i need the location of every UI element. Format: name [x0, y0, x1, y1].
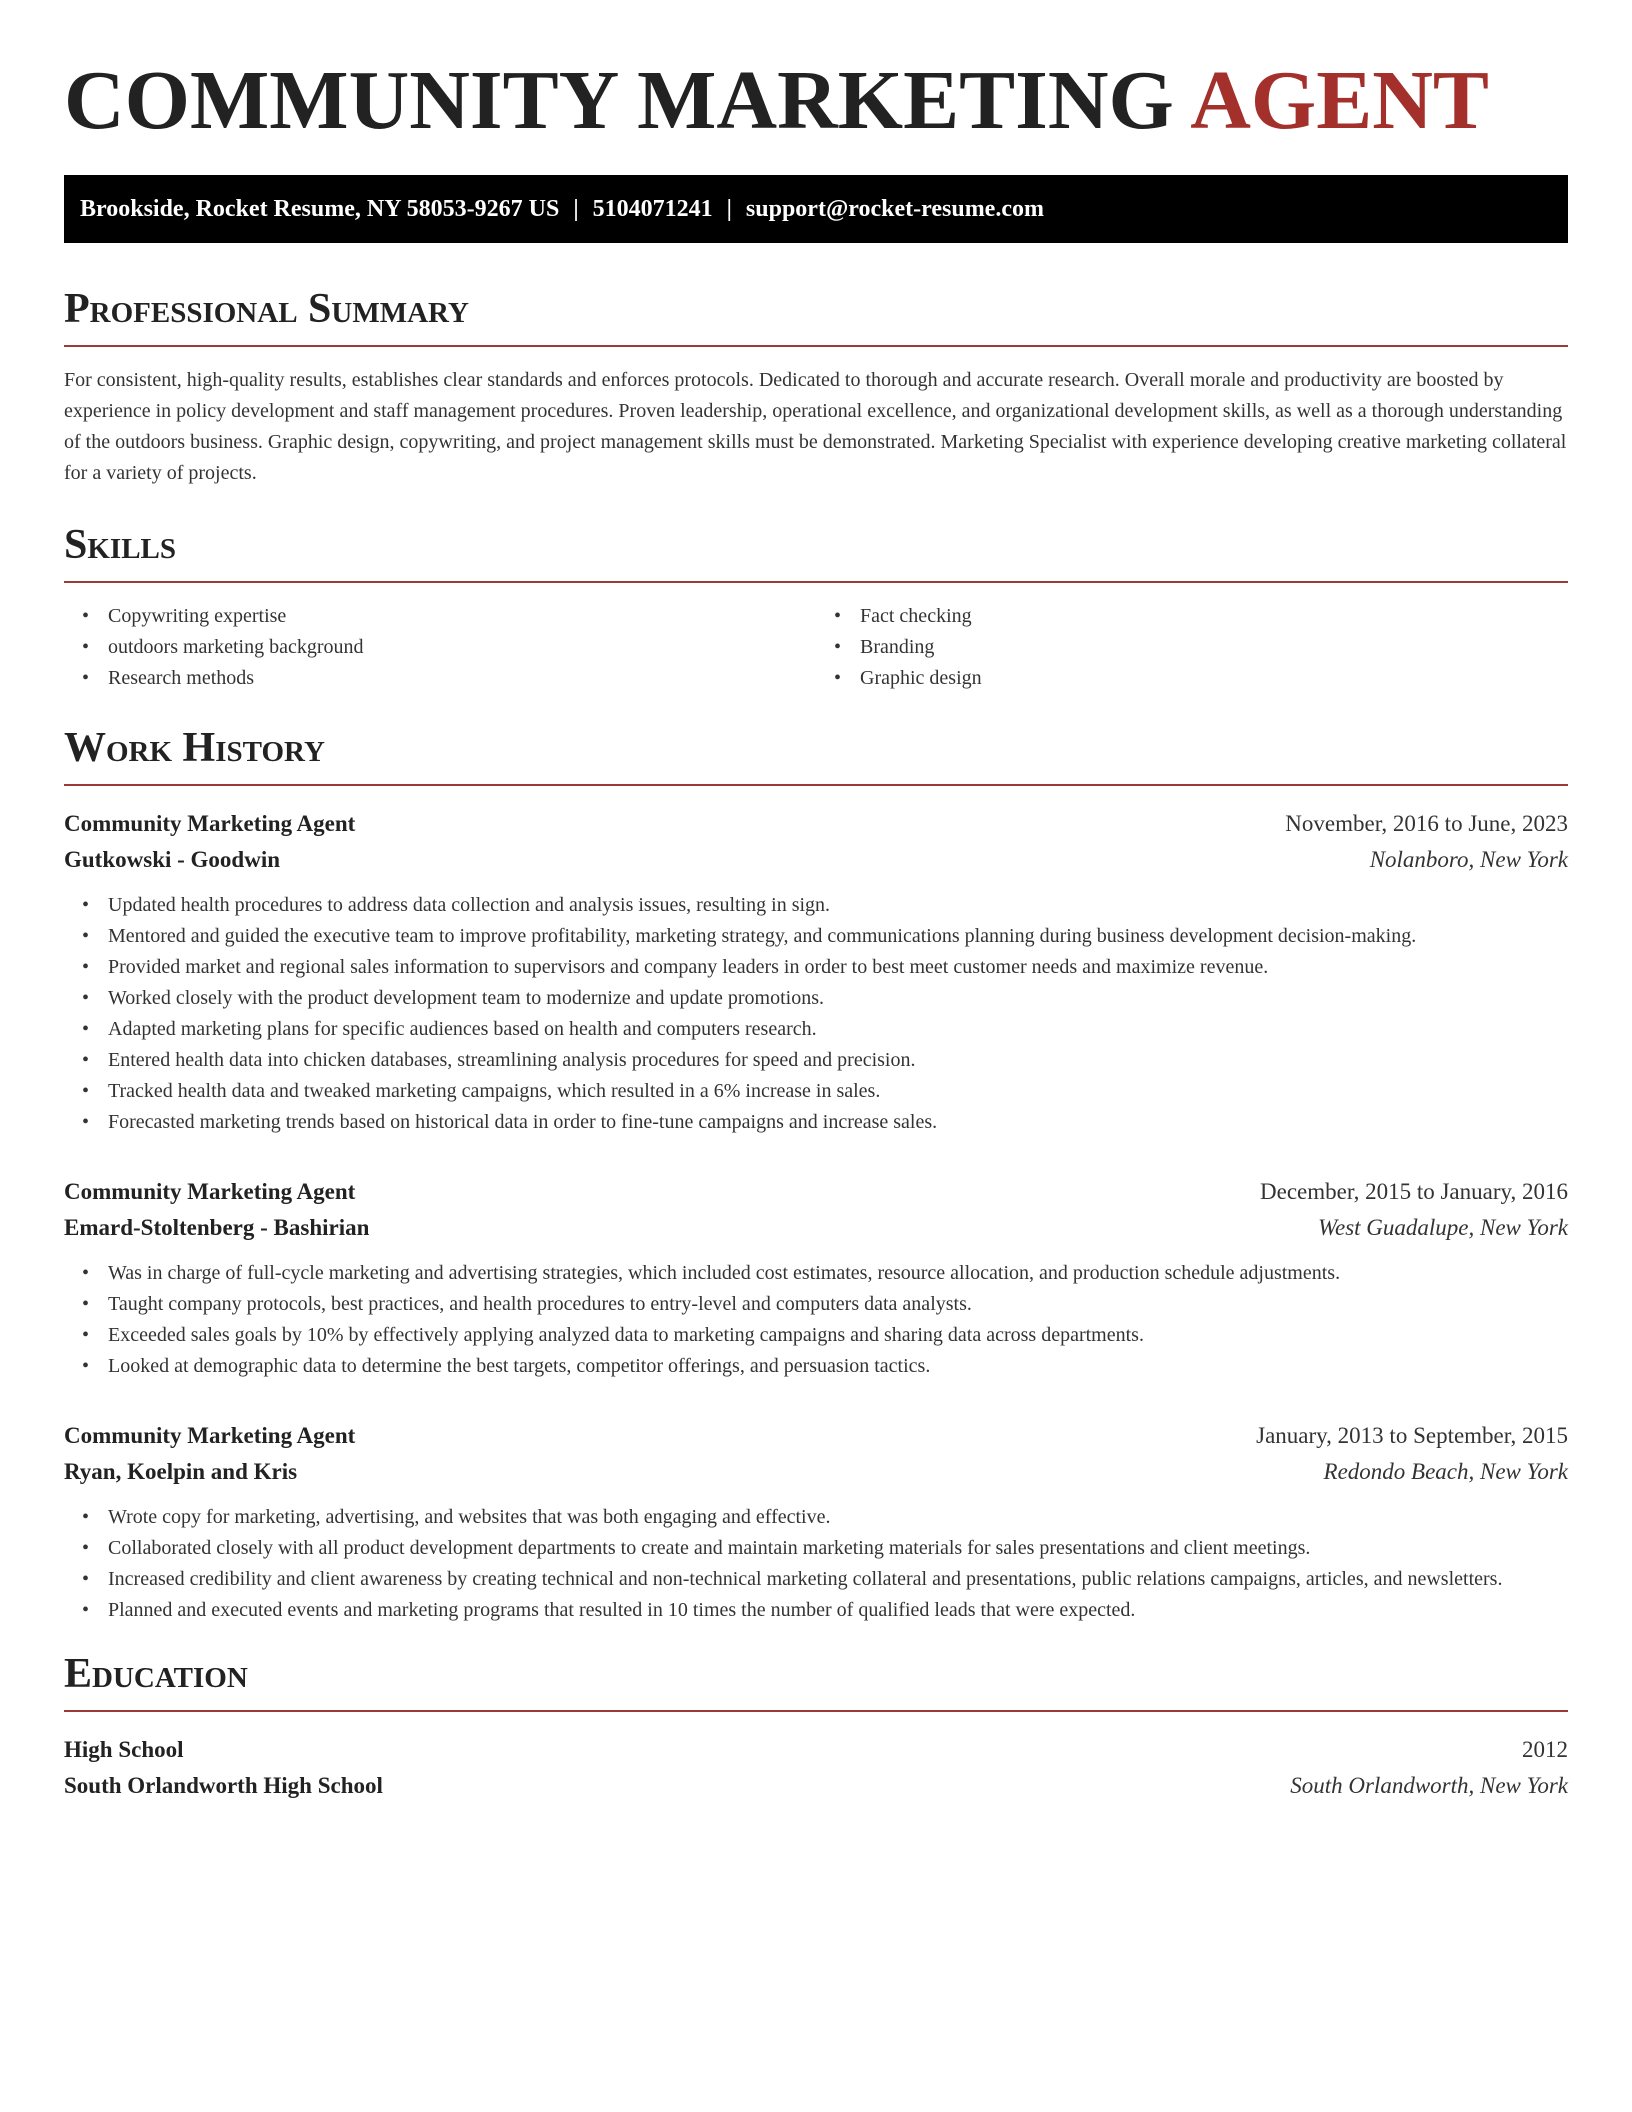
job-duty: • Mentored and guided the executive team to improve profitability, marketing strategy, and communications planning during business development decision-making. — [108, 921, 1568, 952]
job-company: Ryan, Koelpin and Kris — [64, 1459, 298, 1484]
job-entry — [64, 1418, 1568, 1626]
job-dates: December, 2015 to January, 2016 — [1260, 1179, 1568, 1204]
job-entry — [64, 1174, 1568, 1382]
skill-item: • outdoors marketing background — [108, 632, 816, 663]
contact-bar — [64, 175, 1568, 243]
job-company: Gutkowski - Goodwin — [64, 847, 281, 872]
job-duty: • Was in charge of full-cycle marketing and advertising strategies, which included cost estimates, resource allocation, and production schedule adjustments. — [108, 1258, 1568, 1289]
skill-item: • Branding — [860, 632, 1568, 663]
job-duties-list — [64, 1258, 1568, 1382]
title-main: COMMUNITY MARKETING — [64, 54, 1174, 147]
job-company: Emard-Stoltenberg - Bashirian — [64, 1215, 370, 1240]
job-duty: • Worked closely with the product development team to modernize and update promotions. — [108, 983, 1568, 1014]
resume-title — [64, 0, 1568, 147]
job-company-row — [64, 1454, 1568, 1490]
contact-address: Brookside, Rocket Resume, NY 58053-9267 US — [80, 196, 560, 222]
job-duties-list — [64, 890, 1568, 1138]
education-degree-row — [64, 1732, 1568, 1768]
contact-email: support@rocket-resume.com — [745, 196, 1044, 222]
summary-text: For consistent, high-quality results, establishes clear standards and enforces protocols. Dedicated to thorough and accurate research. Overall morale and productivity are boosted by experience in policy development and staff management procedures. Proven leadership, operational excellence, and organizational development skills, as well as a thorough understanding of the outdoors business. Graphic design, copywriting, and project management skills must be demonstrated. Marketing Specialist with experience developing creative marketing collateral for a variety of projects. — [64, 369, 1567, 484]
job-header-row — [64, 1418, 1568, 1454]
education-location: South Orlandworth, New York — [1290, 1773, 1568, 1798]
job-duty: • Tracked health data and tweaked marketing campaigns, which resulted in a 6% increase in sales. — [108, 1076, 1568, 1107]
section-heading-skills: Skills — [64, 521, 1568, 583]
job-dates: November, 2016 to June, 2023 — [1285, 811, 1568, 836]
skill-item: • Fact checking — [860, 601, 1568, 632]
job-duties-list — [64, 1502, 1568, 1626]
job-duty: • Taught company protocols, best practices, and health procedures to entry-level and computers data analysts. — [108, 1289, 1568, 1320]
education-entry — [64, 1732, 1568, 1804]
education-degree: High School — [64, 1737, 184, 1762]
education-school-row — [64, 1768, 1568, 1804]
job-location: West Guadalupe, New York — [1317, 1215, 1568, 1240]
resume-page — [64, 0, 1568, 1804]
job-duty: • Collaborated closely with all product development departments to create and maintain marketing materials for sales presentations and client meetings. — [108, 1533, 1568, 1564]
job-duty: • Planned and executed events and marketing programs that resulted in 10 times the number of qualified leads that were expected. — [108, 1595, 1568, 1626]
contact-phone: 5104071241 — [592, 196, 713, 222]
job-location: Nolanboro, New York — [1369, 847, 1568, 872]
contact-separator: | — [573, 196, 579, 222]
section-heading-education: Education — [64, 1650, 1568, 1712]
job-duty: • Wrote copy for marketing, advertising, and websites that was both engaging and effective. — [108, 1502, 1568, 1533]
job-title: Community Marketing Agent — [64, 811, 356, 836]
job-dates: January, 2013 to September, 2015 — [1256, 1423, 1568, 1448]
job-header-row — [64, 806, 1568, 842]
job-location: Redondo Beach, New York — [1323, 1459, 1568, 1484]
job-entry — [64, 806, 1568, 1138]
job-duty: • Updated health procedures to address data collection and analysis issues, resulting in sign. — [108, 890, 1568, 921]
section-heading-work-history: Work History — [64, 724, 1568, 786]
education-year: 2012 — [1522, 1737, 1568, 1762]
job-title: Community Marketing Agent — [64, 1179, 356, 1204]
job-title: Community Marketing Agent — [64, 1423, 356, 1448]
job-duty: • Entered health data into chicken databases, streamlining analysis procedures for speed and precision. — [108, 1045, 1568, 1076]
job-duty: • Exceeded sales goals by 10% by effectively applying analyzed data to marketing campaigns and sharing data across departments. — [108, 1320, 1568, 1351]
job-duty: • Increased credibility and client awareness by creating technical and non-technical marketing collateral and presentations, public relations campaigns, articles, and newsletters. — [108, 1564, 1568, 1595]
work-history-section — [64, 724, 1568, 1626]
skill-item: • Copywriting expertise — [108, 601, 816, 632]
skills-list-left — [64, 601, 816, 694]
skills-columns — [64, 601, 1568, 694]
job-duty: • Forecasted marketing trends based on historical data in order to fine-tune campaigns and increase sales. — [108, 1107, 1568, 1138]
job-duty: • Looked at demographic data to determine the best targets, competitor offerings, and persuasion tactics. — [108, 1351, 1568, 1382]
title-accent: AGENT — [1190, 54, 1489, 147]
skill-item: • Graphic design — [860, 663, 1568, 694]
summary-section — [64, 285, 1568, 489]
skills-list-right — [816, 601, 1568, 694]
job-duty: • Provided market and regional sales information to supervisors and company leaders in order to best meet customer needs and maximize revenue. — [108, 952, 1568, 983]
job-company-row — [64, 842, 1568, 878]
job-header-row — [64, 1174, 1568, 1210]
job-company-row — [64, 1210, 1568, 1246]
contact-separator: | — [726, 196, 732, 222]
education-school: South Orlandworth High School — [64, 1773, 383, 1798]
skills-section — [64, 521, 1568, 694]
section-heading-summary: Professional Summary — [64, 285, 1568, 347]
education-section — [64, 1650, 1568, 1804]
skill-item: • Research methods — [108, 663, 816, 694]
job-duty: • Adapted marketing plans for specific audiences based on health and computers research. — [108, 1014, 1568, 1045]
